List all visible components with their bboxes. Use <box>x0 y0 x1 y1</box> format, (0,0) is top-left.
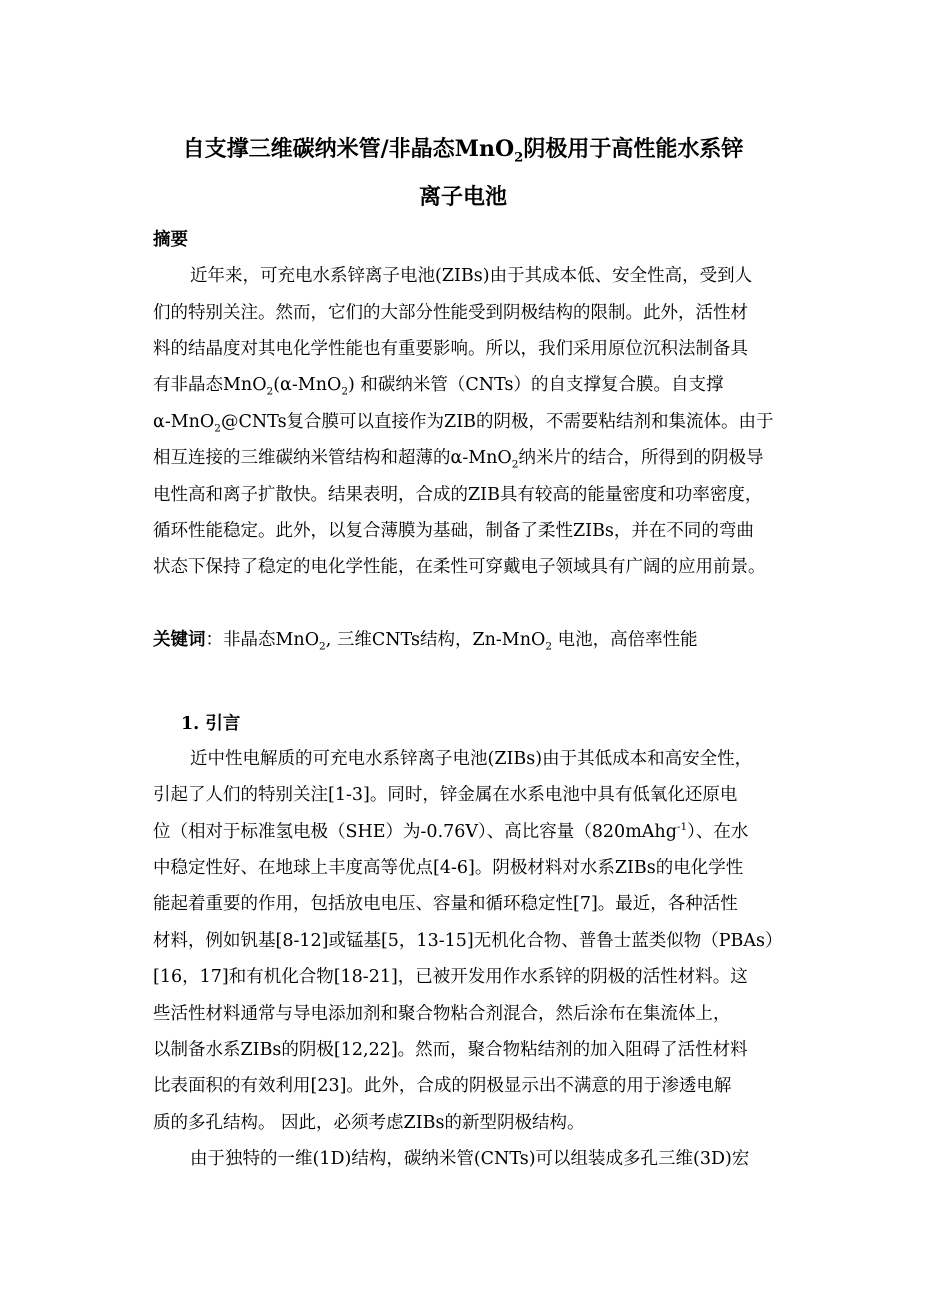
abstract-line-1: 近年来，可充电水系锌离子电池(ZIBs)由于其成本低、安全性高，受到人 <box>190 266 753 286</box>
subscript-2: 2 <box>511 458 519 471</box>
abstract-line-6-a: 相互连接的三维碳纳米管结构和超薄的α-MnO <box>153 448 512 468</box>
keywords-label: 关键词 <box>153 630 206 650</box>
abstract-line-4 <box>153 374 724 396</box>
paper-title-line-2: 离子电池 <box>418 184 507 210</box>
body-line-3 <box>153 821 748 843</box>
keyword-a: 非晶态MnO <box>223 630 320 650</box>
abstract-line-3: 料的结晶度对其电化学性能也有重要影响。所以，我们采用原位沉积法制备具 <box>153 339 748 359</box>
body-line-3-a: 位（相对于标准氢电极（SHE）为-0.76V）、高比容量（820mAhg <box>153 822 677 842</box>
body-line-7: [16，17]和有机化合物[18-21]，已被开发用作水系锌的阴极的活性材料。这 <box>153 967 748 987</box>
abstract-line-6 <box>153 447 763 469</box>
abstract-line-5 <box>153 411 773 433</box>
abstract-line-4-a: 有非晶态MnO <box>153 375 267 395</box>
abstract-line-7: 电性高和离子扩散快。结果表明，合成的ZIB具有较高的能量密度和功率密度， <box>153 485 763 505</box>
abstract-heading: 摘要 <box>153 230 188 250</box>
body-line-1: 近中性电解质的可充电水系锌离子电池(ZIBs)由于其低成本和高安全性， <box>190 749 753 769</box>
keywords-colon: ： <box>205 630 223 650</box>
keyword-b: , 三维CNTs结构，Zn-MnO <box>325 630 546 650</box>
keywords-line <box>153 629 698 651</box>
subscript-2: 2 <box>214 422 221 435</box>
subscript-2: 2 <box>319 640 326 653</box>
abstract-line-4-b: (α-MnO <box>273 375 342 395</box>
abstract-line-4-c: ) 和碳纳米管（CNTs）的自支撑复合膜。自支撑 <box>348 375 724 395</box>
abstract-line-9: 状态下保持了稳定的电化学性能，在柔性可穿戴电子领域具有广阔的应用前景。 <box>153 557 766 577</box>
body-line-12: 由于独特的一维(1D)结构，碳纳米管(CNTs)可以组装成多孔三维(3D)宏 <box>190 1149 750 1169</box>
body-line-11: 质的多孔结构。 因此，必须考虑ZIBs的新型阴极结构。 <box>153 1113 585 1133</box>
title-subscript: 2 <box>514 150 524 166</box>
body-line-6: 材料，例如钒基[8-12]或锰基[5，13-15]无机化合物、普鲁士蓝类似物（PBAs） <box>153 931 783 951</box>
body-line-2: 引起了人们的特别关注[1-3]。同时，锌金属在水系电池中具有低氧化还原电 <box>153 785 738 805</box>
abstract-line-2: 们的特别关注。然而，它们的大部分性能受到阴极结构的限制。此外，活性材 <box>153 303 748 323</box>
paper-title-line-1 <box>0 136 926 166</box>
body-line-3-b: ）、在水 <box>687 822 749 842</box>
superscript: -1 <box>676 821 688 834</box>
keyword-c: 电池，高倍率性能 <box>552 630 698 650</box>
body-line-10: 比表面积的有效利用[23]。此外，合成的阴极显示出不满意的用于渗透电解 <box>153 1076 732 1096</box>
section-heading: 1. 引言 <box>181 714 241 734</box>
abstract-line-5-b: @CNTs复合膜可以直接作为ZIB的阴极，不需要粘结剂和集流体。由于 <box>220 412 774 432</box>
body-line-4: 中稳定性好、在地球上丰度高等优点[4-6]。阴极材料对水系ZIBs的电化学性 <box>153 858 744 878</box>
title-text-a: 自支撑三维碳纳米管/非晶态MnO <box>182 136 515 162</box>
body-line-8: 些活性材料通常与导电添加剂和聚合物粘合剂混合，然后涂布在集流体上， <box>153 1004 731 1024</box>
body-line-9: 以制备水系ZIBs的阴极[12,22]。然而，聚合物粘结剂的加入阻碍了活性材料 <box>153 1040 748 1060</box>
abstract-line-8: 循环性能稳定。此外，以复合薄膜为基础，制备了柔性ZIBs，并在不同的弯曲 <box>153 521 754 541</box>
title-text-b: 阴极用于高性能水系锌 <box>523 136 744 162</box>
subscript-2: 2 <box>341 385 349 398</box>
subscript-2: 2 <box>545 640 553 653</box>
abstract-line-6-b: 纳米片的结合，所得到的阴极导 <box>518 448 764 468</box>
abstract-line-5-a: α-MnO <box>153 412 215 432</box>
subscript-2: 2 <box>266 385 274 398</box>
body-line-5: 能起着重要的作用，包括放电电压、容量和循环稳定性[7]。最近，各种活性 <box>153 894 738 914</box>
